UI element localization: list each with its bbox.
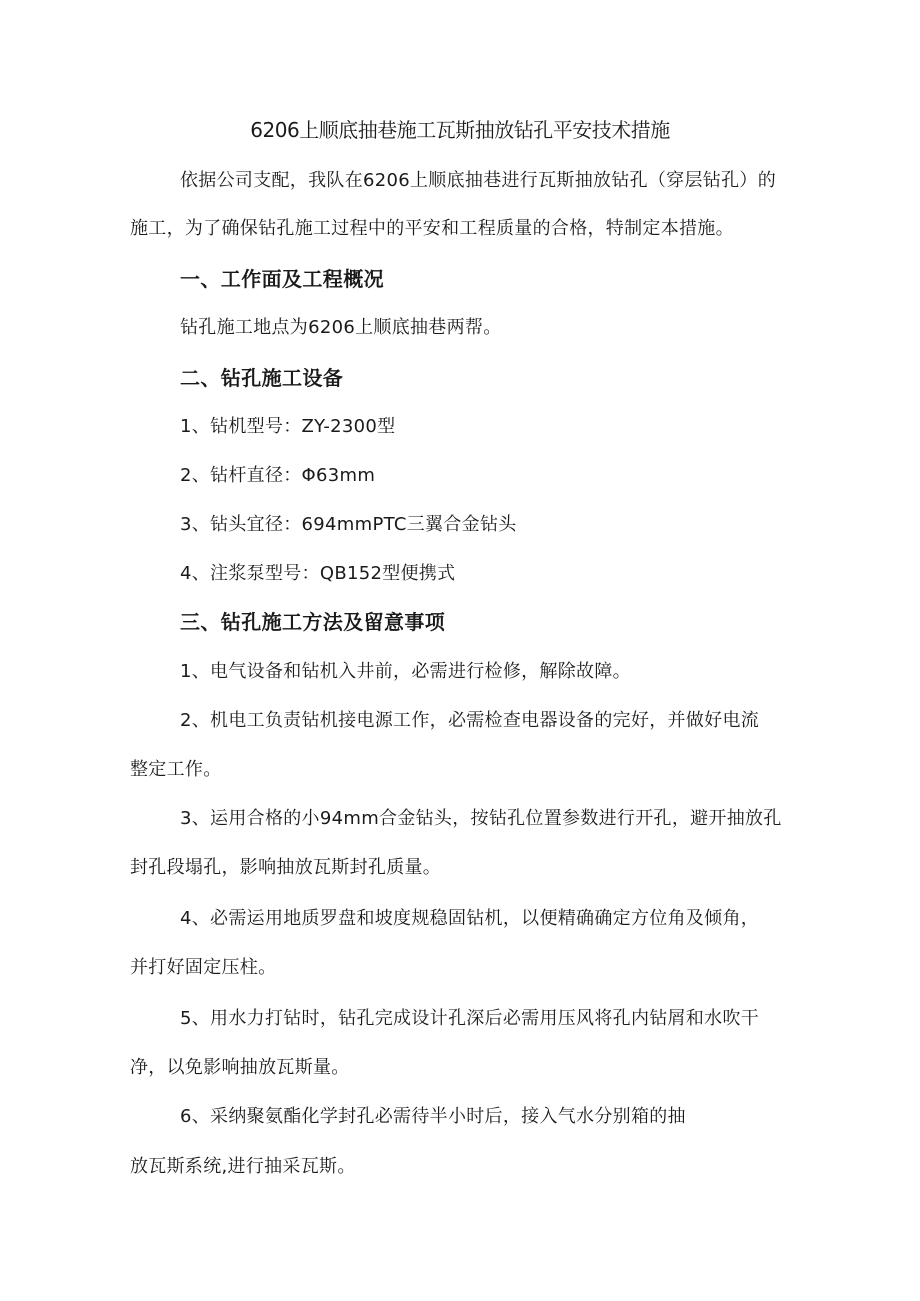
method-item-5-line-2: 净，以免影响抽放瓦斯量。 [130,1057,350,1078]
method-item-1: 1、电气设备和钻机入井前，必需进行检修，解除故障。 [180,661,631,682]
method-item-3-line-1: 3、运用合格的小94mm合金钻头，按钻孔位置参数进行开孔，避开抽放孔 [180,808,782,829]
equipment-item-1: 1、钻机型号：ZY-2300型 [180,416,396,437]
section-3-heading: 三、钻孔施工方法及留意事项 [180,610,446,634]
method-item-6-line-1: 6、采纳聚氨酯化学封孔必需待半小时后，接入气水分别箱的抽 [180,1106,686,1127]
intro-line-2: 施工，为了确保钻孔施工过程中的平安和工程质量的合格，特制定本措施。 [130,218,734,239]
method-item-4-line-1: 4、必需运用地质罗盘和坡度规稳固钻机，以便精确确定方位角及倾角， [180,908,760,929]
method-item-3-line-2: 封孔段塌孔，影响抽放瓦斯封孔质量。 [130,857,442,878]
equipment-item-2: 2、钻杆直径：Φ63mm [180,465,376,486]
equipment-item-3: 3、钻头宜径：694mmPTC三翼合金钻头 [180,514,517,535]
method-item-5-line-1: 5、用水力打钻时，钻孔完成设计孔深后必需用压风将孔内钻屑和水吹干 [180,1008,760,1029]
method-item-2-line-1: 2、机电工负责钻机接电源工作，必需检查电器设备的完好，并做好电流 [180,710,760,731]
section-1-body: 钻孔施工地点为6206上顺底抽巷两帮。 [180,317,502,338]
intro-line-1: 依据公司支配，我队在6206上顺底抽巷进行瓦斯抽放钻孔（穿层钻孔）的 [180,170,777,191]
method-item-2-line-2: 整定工作。 [130,759,222,780]
section-2-heading: 二、钻孔施工设备 [180,366,344,390]
section-1-heading: 一、工作面及工程概况 [180,267,384,291]
document-title: 6206上顺底抽巷施工瓦斯抽放钻孔平安技术措施 [250,118,670,142]
method-item-4-line-2: 并打好固定压柱。 [130,957,277,978]
equipment-item-4: 4、注浆泵型号：QB152型便携式 [180,563,456,584]
method-item-6-line-2: 放瓦斯系统,进行抽采瓦斯。 [130,1156,356,1177]
